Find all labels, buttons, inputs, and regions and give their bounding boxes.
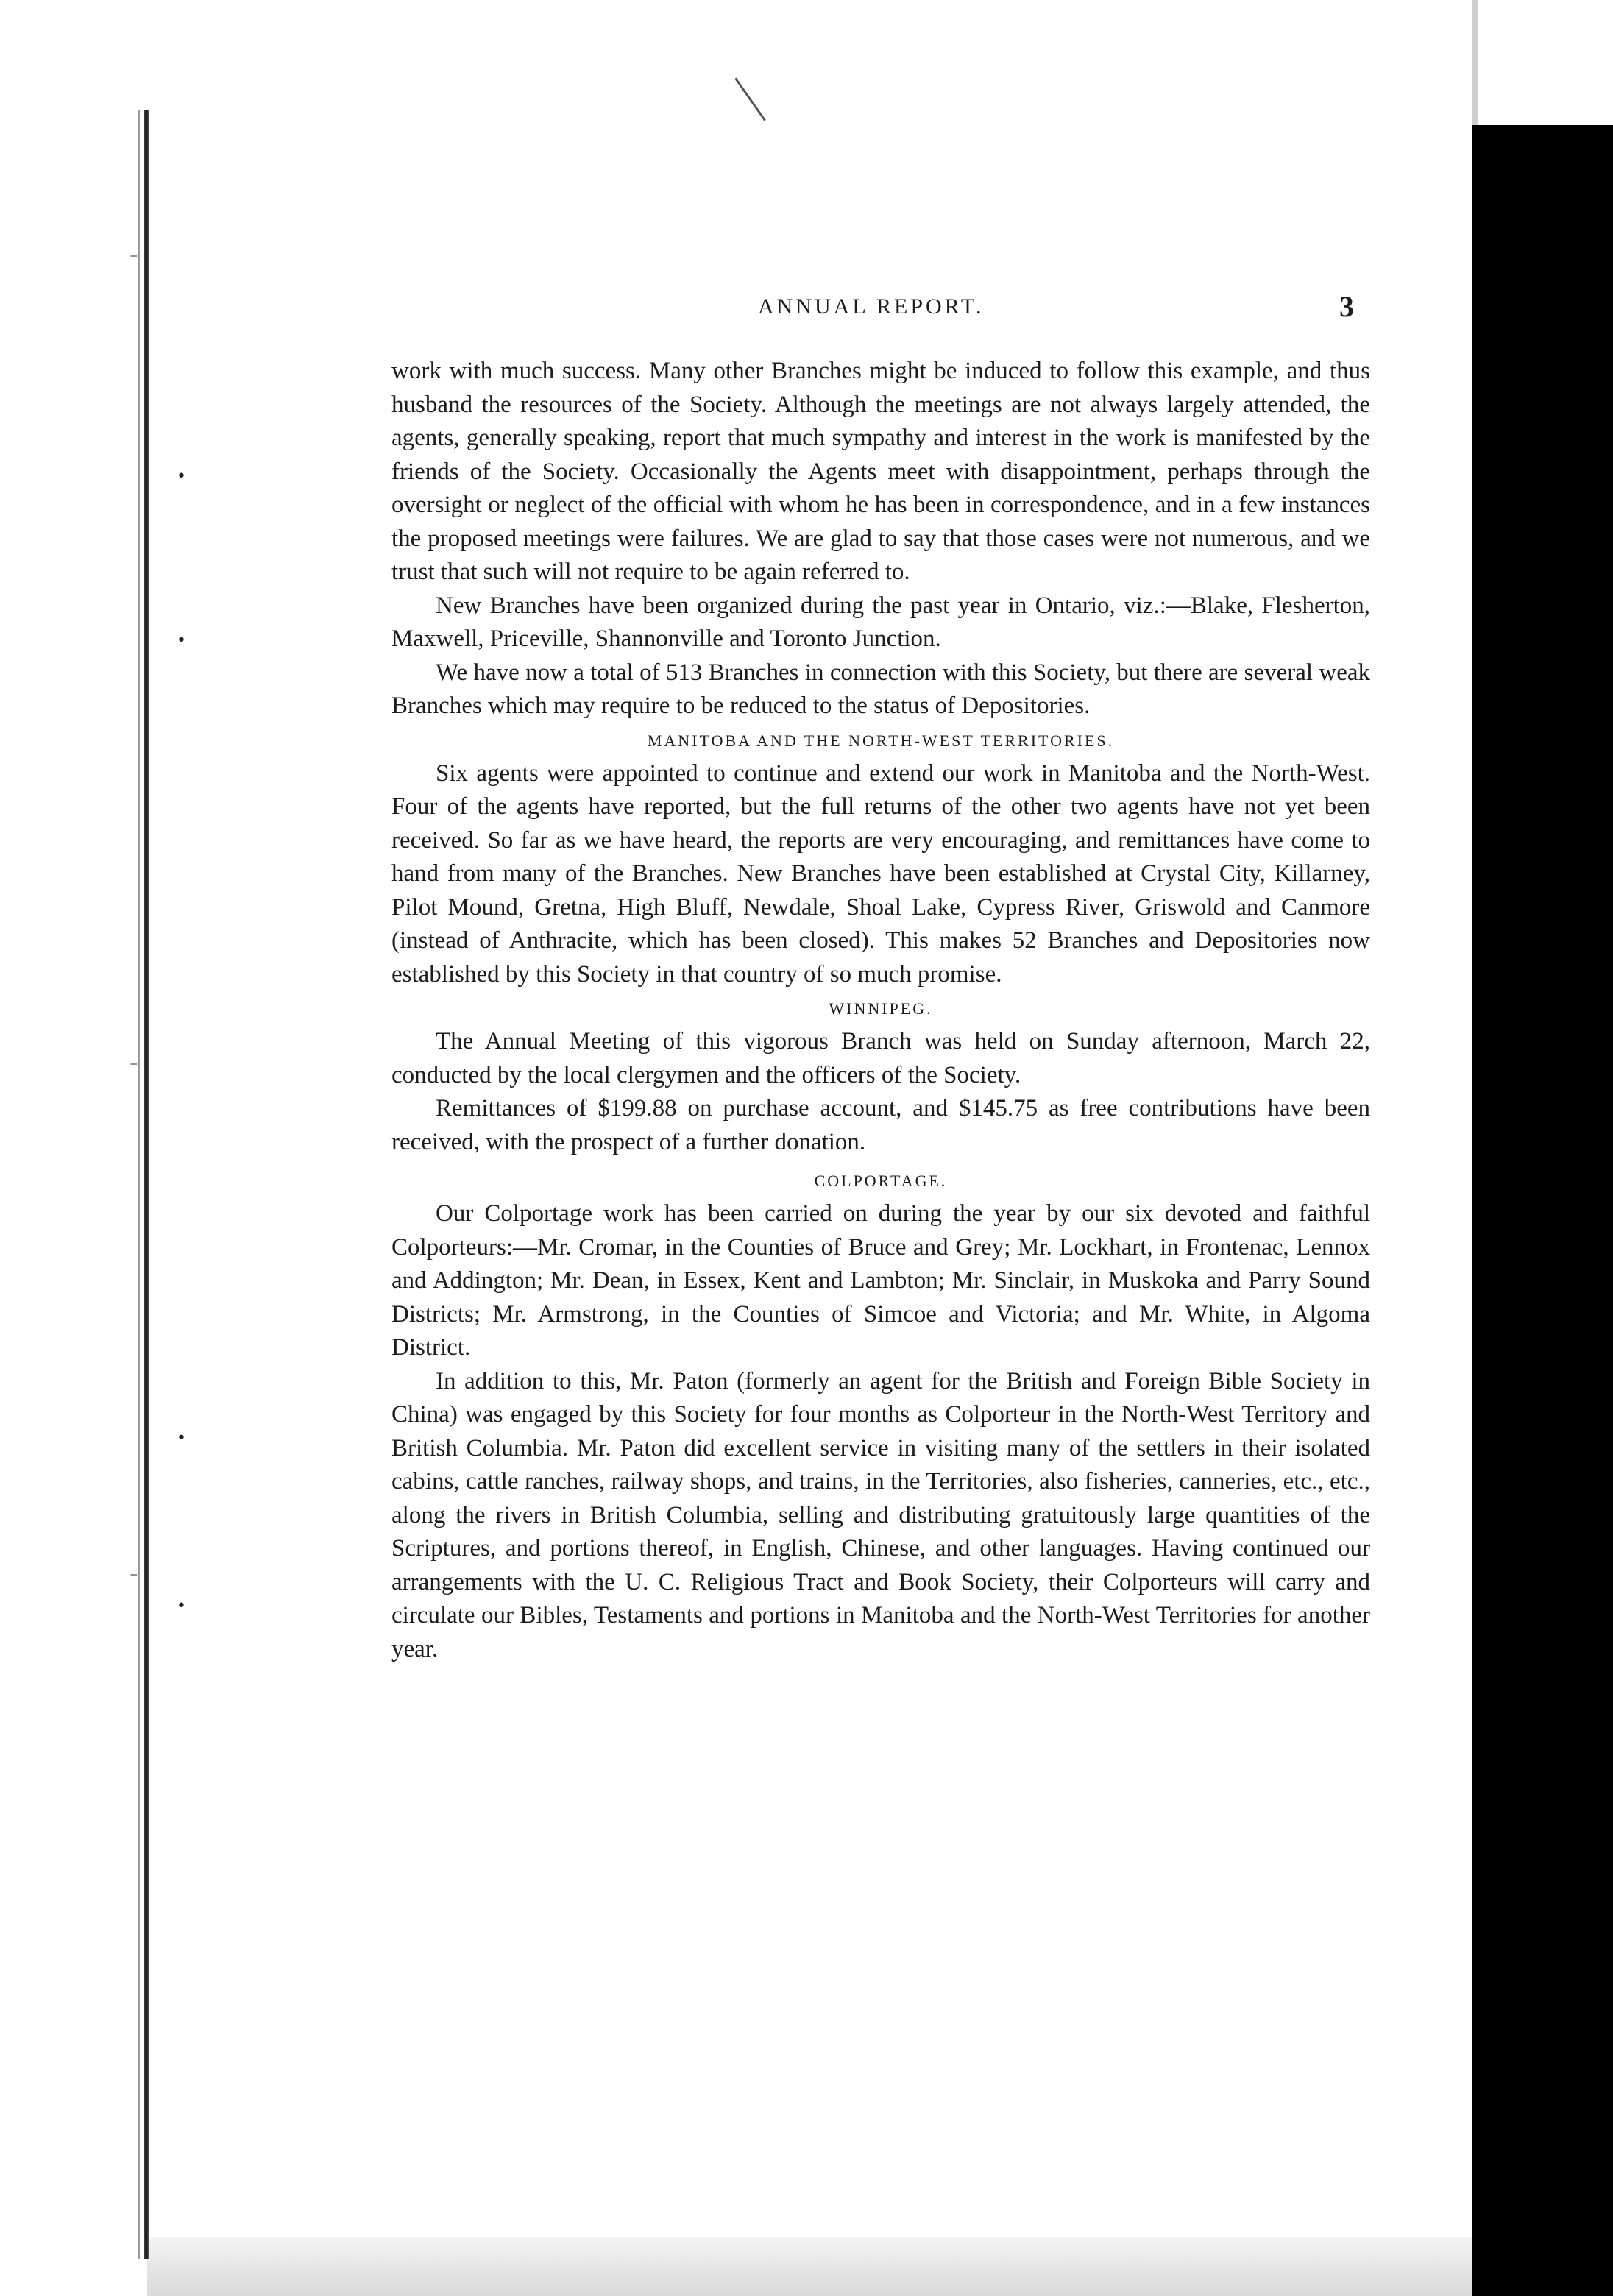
section-heading-manitoba: MANITOBA AND THE NORTH-WEST TERRITORIES. xyxy=(647,731,1115,750)
running-head: ANNUAL REPORT. xyxy=(758,294,985,319)
paragraph: Six agents were appointed to continue and extend our work in Manitoba and the North-West. Four of the agents have reported, but the full returns of the other two agents have not yet been received. So far as we have heard, the reports are very encouraging, and remittances have come to hand from many of the Branches. New Branches have been established at Crystal City, Killarney, Pilot Mound, Gretna, High Bluff, Newdale, Shoal Lake, Cypress River, Griswold and Canmore (instead of Anthracite, which has been closed). This makes 52 Branches and Depositories now established by this Society in that country of so much promise. xyxy=(391,759,1370,988)
paragraph: work with much success. Many other Branches might be induced to follow this example, and thus husband the resources of the Society. Although the meetings are not always largely attended, the agents, generally speaking, report that much sympathy and interest in the work is manifested by the friends of the Society. Occasionally the Agents meet with disappointment, perhaps through the oversight or neglect of the official with whom he has been in correspondence, and in a few instances the proposed meetings were failures. We are glad to say that those cases were not numerous, and we trust that such will not require to be again referred to. xyxy=(391,358,1370,585)
margin-dot: • xyxy=(177,631,186,650)
page-edge-border xyxy=(1472,125,1613,2296)
paragraph: In addition to this, Mr. Paton (formerly an agent for the British and Foreign Bible Society in China) was engaged by this Society for four months as Colporteur in the North-West Territory and British Columbia. Mr. Paton did excellent service in visiting many of the settlers in their isolated cabins, cattle ranches, railway shops, and trains, in the Territories, also fisheries, canneries, etc., etc., along the rivers in British Columbia, selling and distributing gratuitously large quantities of the Scriptures, and portions thereof, in English, Chinese, and other languages. Having continued our arrangements with the U. C. Religious Tract and Book Society, their Colporteurs will carry and circulate our Bibles, Testaments and portions in Manitoba and the North-West Territories for another year. xyxy=(391,1367,1370,1662)
binding-tick: ⁻ xyxy=(130,1569,138,1587)
scan-scratch xyxy=(734,77,766,121)
section-heading-winnipeg: WINNIPEG. xyxy=(829,999,933,1018)
paragraph: We have now a total of 513 Branches in connection with this Society, but there are several weak Branches which may require to be reduced to the status of Depositories. xyxy=(391,659,1370,719)
binding-tick: ⁻ xyxy=(130,1058,138,1077)
margin-dot: • xyxy=(177,467,186,486)
paragraph: Remittances of $199.88 on purchase account, and $145.75 as free contributions have been received, with the prospect of a further donation. xyxy=(391,1095,1370,1155)
page-number: 3 xyxy=(1339,290,1354,323)
margin-dot: • xyxy=(177,1597,186,1615)
paragraph: The Annual Meeting of this vigorous Branch was held on Sunday afternoon, March 22, conducted by the local clergymen and the officers of the Society. xyxy=(391,1028,1370,1088)
binding-shadow xyxy=(138,110,140,2259)
page-edge-top xyxy=(1472,0,1478,125)
paragraph: Our Colportage work has been carried on during the year by our six devoted and faithful Colporteurs:—Mr. Cromar, in the Counties of Bruce and Grey; Mr. Lockhart, in Frontenac, Lennox and Addington; Mr. Dean, in Essex, Kent and Lambton; Mr. Sinclair, in Muskoka and Parry Sound Districts; Mr. Armstrong, in the Counties of Simcoe and Victoria; and Mr. White, in Algoma District. xyxy=(391,1200,1370,1361)
paragraph: New Branches have been organized during the past year in Ontario, viz.:—Blake, Flesherton, Maxwell, Priceville, Shannonville and Toronto Junction. xyxy=(391,592,1370,652)
margin-dot: • xyxy=(177,1429,186,1448)
page-bottom-shadow xyxy=(147,2237,1472,2296)
body-text xyxy=(391,355,1370,1666)
binding-tick: ⁻ xyxy=(130,250,138,269)
binding-line xyxy=(144,110,149,2259)
section-heading-colportage: COLPORTAGE. xyxy=(814,1172,948,1190)
